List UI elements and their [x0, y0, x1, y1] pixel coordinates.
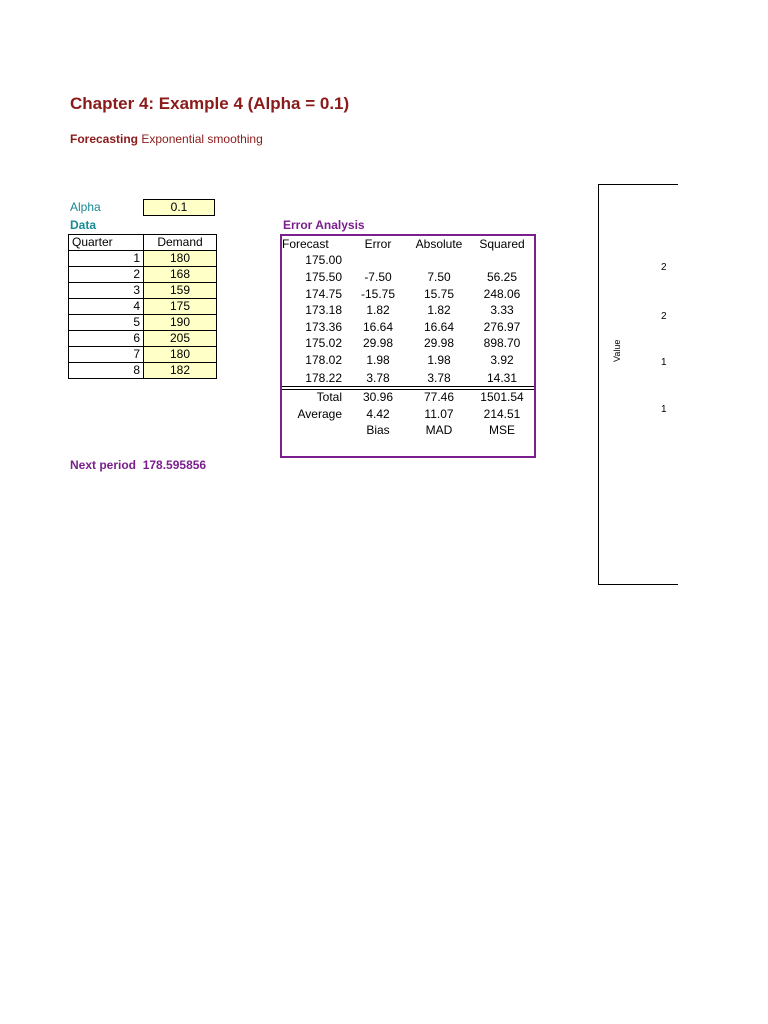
table-row — [69, 251, 217, 267]
error-analysis-label: Error Analysis — [283, 218, 365, 232]
chart-tick: 1 — [661, 357, 667, 368]
error-cell: 16.64 — [362, 320, 394, 334]
chart-frame — [598, 184, 678, 585]
squared-cell: 276.97 — [483, 320, 521, 334]
squared-cell: 248.06 — [483, 287, 521, 301]
header-demand: Demand — [144, 235, 217, 251]
next-period — [70, 458, 206, 472]
forecast-cell: 173.36 — [305, 320, 342, 334]
demand-cell[interactable]: 182 — [144, 363, 217, 379]
total-error: 30.96 — [362, 390, 394, 404]
error-analysis-box — [280, 234, 536, 458]
squared-cell: 898.70 — [483, 336, 521, 350]
quarter-cell: 6 — [69, 331, 144, 347]
average-squared: 214.51 — [483, 407, 521, 421]
demand-cell[interactable]: 205 — [144, 331, 217, 347]
table-row — [69, 331, 217, 347]
squared-cell: 56.25 — [486, 270, 518, 284]
bias-label: Bias — [366, 423, 390, 437]
quarter-cell: 7 — [69, 347, 144, 363]
ea-header-squared: Squared — [479, 237, 525, 251]
absolute-cell: 1.98 — [427, 353, 451, 367]
subtitle — [70, 132, 263, 146]
forecast-cell: 175.50 — [305, 270, 342, 284]
quarter-cell: 2 — [69, 267, 144, 283]
demand-cell[interactable]: 180 — [144, 347, 217, 363]
squared-cell: 3.33 — [490, 303, 514, 317]
alpha-label: Alpha — [70, 200, 101, 214]
forecast-cell: 178.22 — [305, 371, 342, 385]
average-error: 4.42 — [366, 407, 390, 421]
table-row — [69, 363, 217, 379]
ea-header-forecast: Forecast — [282, 237, 329, 251]
table-row — [69, 283, 217, 299]
forecast-cell: 175.02 — [305, 336, 342, 350]
average-label: Average — [297, 407, 342, 421]
total-squared: 1501.54 — [480, 390, 524, 404]
error-cell: -15.75 — [360, 287, 396, 301]
total-absolute: 77.46 — [423, 390, 455, 404]
error-cell: 1.82 — [366, 303, 390, 317]
error-cell: 3.78 — [366, 371, 390, 385]
absolute-cell: 16.64 — [423, 320, 455, 334]
table-row — [69, 267, 217, 283]
demand-cell[interactable]: 175 — [144, 299, 217, 315]
squared-cell: 14.31 — [486, 371, 518, 385]
quarter-cell: 8 — [69, 363, 144, 379]
error-cell: 1.98 — [366, 353, 390, 367]
forecast-cell: 178.02 — [305, 353, 342, 367]
data-table-header — [69, 235, 217, 251]
error-cell: 29.98 — [362, 336, 394, 350]
data-label: Data — [70, 218, 97, 232]
demand-cell[interactable]: 168 — [144, 267, 217, 283]
subtitle-normal: Exponential smoothing — [141, 132, 263, 146]
demand-cell[interactable]: 190 — [144, 315, 217, 331]
chart-y-axis-label: Value — [612, 339, 622, 362]
average-absolute: 11.07 — [424, 407, 454, 421]
absolute-cell: 1.82 — [427, 303, 451, 317]
alpha-input[interactable]: 0.1 — [143, 199, 215, 216]
quarter-cell: 1 — [69, 251, 144, 267]
mse-label: MSE — [488, 423, 515, 437]
chart-tick: 1 — [661, 404, 667, 415]
next-period-label: Next period — [70, 458, 137, 472]
absolute-cell: 15.75 — [423, 287, 455, 301]
next-period-value: 178.595856 — [142, 458, 207, 472]
ea-header-absolute: Absolute — [415, 237, 463, 251]
quarter-cell: 4 — [69, 299, 144, 315]
demand-cell[interactable]: 180 — [144, 251, 217, 267]
header-quarter: Quarter — [69, 235, 144, 251]
data-table — [68, 234, 217, 379]
table-row — [69, 299, 217, 315]
demand-cell[interactable]: 159 — [144, 283, 217, 299]
chart-tick: 2 — [661, 262, 667, 273]
absolute-cell: 7.50 — [427, 270, 451, 284]
double-rule-top — [282, 386, 534, 387]
forecast-cell: 173.18 — [305, 303, 342, 317]
squared-cell: 3.92 — [490, 353, 514, 367]
page-title: Chapter 4: Example 4 (Alpha = 0.1) — [70, 94, 350, 113]
chart-tick: 2 — [661, 311, 667, 322]
mad-label: MAD — [425, 423, 453, 437]
absolute-cell: 3.78 — [427, 371, 451, 385]
table-row — [69, 315, 217, 331]
ea-header-error: Error — [364, 237, 392, 251]
error-cell: -7.50 — [364, 270, 392, 284]
forecast-cell: 175.00 — [305, 253, 342, 267]
absolute-cell: 29.98 — [423, 336, 455, 350]
total-label: Total — [316, 390, 342, 404]
quarter-cell: 3 — [69, 283, 144, 299]
table-row — [69, 347, 217, 363]
subtitle-bold: Forecasting — [70, 132, 139, 146]
forecast-cell: 174.75 — [305, 287, 342, 301]
quarter-cell: 5 — [69, 315, 144, 331]
